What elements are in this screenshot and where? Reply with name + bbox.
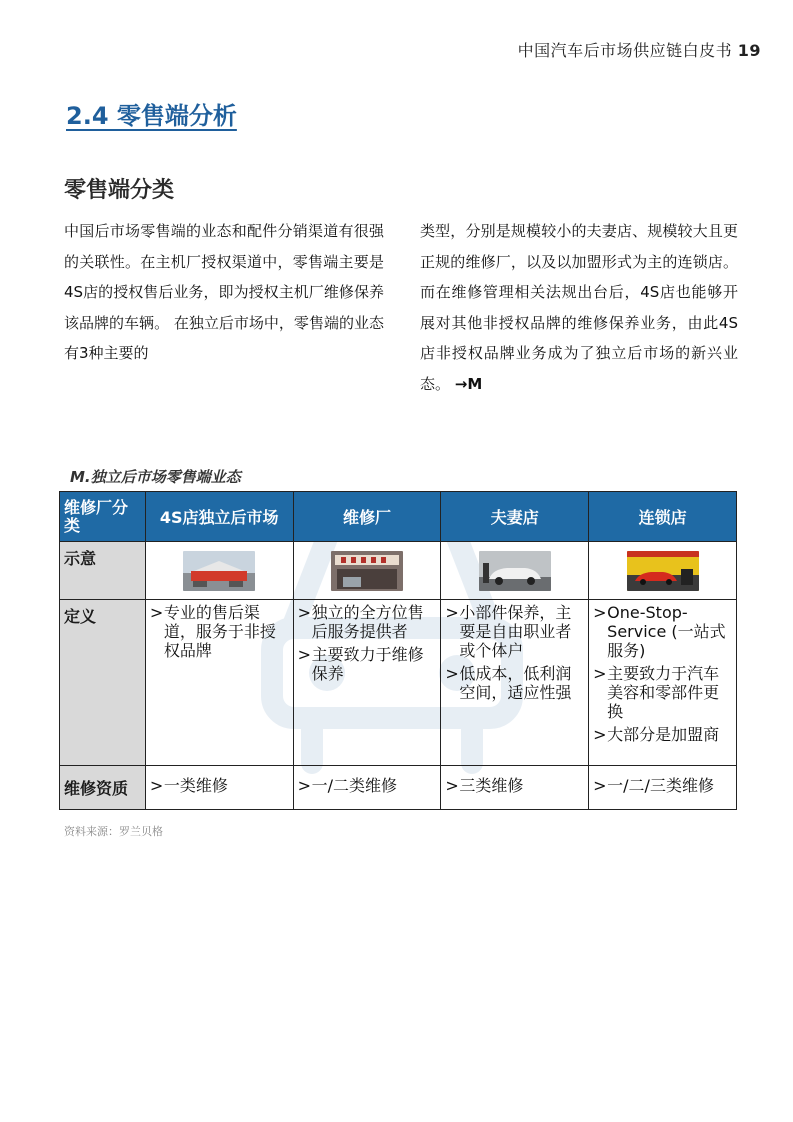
- body-left-text: 中国后市场零售端的业态和配件分销渠道有很强的关联性。在主机厂授权渠道中，零售端主要是4S店的授权售后业务，即为授权主机厂维修保养该品牌的车辆。 在独立后市场中，零售端的业态有3种主要的: [64, 222, 384, 362]
- qualification-item: [150, 776, 289, 795]
- running-header-title: 中国汽车后市场供应链白皮书: [517, 41, 733, 60]
- definition-cell-4s: [145, 600, 293, 766]
- table-row-illustration: [60, 542, 737, 600]
- definition-item: [445, 664, 584, 702]
- column-header-family-shop: 夫妻店: [441, 492, 589, 542]
- bullet-marker: >: [297, 776, 311, 795]
- retail-format-table: [59, 491, 737, 810]
- column-header-chain-store: 连锁店: [589, 492, 737, 542]
- bullet-marker: >: [593, 603, 607, 622]
- definition-text: 小部件保养，主要是自由职业者或个体户: [459, 603, 572, 660]
- qualification-item: [445, 776, 584, 795]
- table-header-row: [60, 492, 737, 542]
- table-row-qualification: [60, 766, 737, 810]
- bullet-marker: >: [149, 603, 164, 622]
- figure-reference: →M: [454, 374, 483, 393]
- definition-item: [298, 645, 437, 683]
- qualification-text: 一类维修: [163, 776, 228, 795]
- subsection-heading: 零售端分类: [64, 178, 175, 203]
- qualification-text: 一/二/三类维修: [607, 776, 714, 795]
- illustration-cell-repair-shop: [293, 542, 441, 600]
- definition-item: [593, 664, 732, 721]
- definition-text: One-Stop-Service (一站式服务): [607, 603, 726, 660]
- row-header-illustration: 示意: [60, 542, 146, 600]
- bullet-marker: >: [297, 645, 311, 664]
- row-header-qualification: 维修资质: [60, 766, 146, 810]
- table-caption: M.独立后市场零售端业态: [70, 468, 241, 486]
- definition-cell-family-shop: [441, 600, 589, 766]
- bullet-marker: >: [593, 664, 607, 683]
- bullet-marker: >: [593, 776, 607, 795]
- illustration-cell-family-shop: [441, 542, 589, 600]
- table-corner-header: 维修厂分类: [60, 492, 146, 542]
- definition-item: [298, 603, 437, 641]
- 4s-store-photo: [183, 551, 255, 591]
- bullet-marker: >: [445, 603, 459, 622]
- definition-cell-chain-store: [589, 600, 737, 766]
- bullet-marker: >: [445, 664, 459, 683]
- definition-text: 主要致力于维修保养: [311, 645, 424, 683]
- body-text-left: [64, 216, 384, 369]
- body-text-right: [420, 216, 738, 399]
- qualification-cell-4s: [145, 766, 293, 810]
- table-row-definition: [60, 600, 737, 766]
- qualification-cell-chain-store: [589, 766, 737, 810]
- qualification-item: [298, 776, 437, 795]
- definition-text: 大部分是加盟商: [607, 725, 720, 744]
- family-shop-photo: [479, 551, 551, 591]
- repair-shop-photo: [331, 551, 403, 591]
- column-header-4s: 4S店独立后市场: [145, 492, 293, 542]
- bullet-marker: >: [445, 776, 459, 795]
- definition-item: [150, 603, 289, 660]
- qualification-cell-repair-shop: [293, 766, 441, 810]
- page-number: 19: [737, 41, 761, 60]
- source-note: 资料来源：罗兰贝格: [64, 825, 163, 838]
- running-header: [518, 38, 761, 61]
- bullet-marker: >: [297, 603, 311, 622]
- bullet-marker: >: [149, 776, 164, 795]
- bullet-marker: >: [593, 725, 607, 744]
- qualification-item: [593, 776, 732, 795]
- definition-text: 专业的售后渠道，服务于非授权品牌: [163, 603, 276, 660]
- section-heading: 2.4 零售端分析: [66, 102, 237, 130]
- illustration-cell-4s: [145, 542, 293, 600]
- definition-item: [593, 603, 732, 660]
- definition-item: [445, 603, 584, 660]
- definition-text: 低成本，低利润空间，适应性强: [459, 664, 572, 702]
- column-header-repair-shop: 维修厂: [293, 492, 441, 542]
- qualification-text: 一/二类维修: [311, 776, 397, 795]
- qualification-text: 三类维修: [459, 776, 524, 795]
- definition-item: [593, 725, 732, 744]
- row-header-definition: 定义: [60, 600, 146, 766]
- definition-text: 主要致力于汽车美容和零部件更换: [607, 664, 720, 721]
- body-right-text: 类型，分别是规模较小的夫妻店、规模较大且更正规的维修厂，以及以加盟形式为主的连锁店。而在维修管理相关法规出台后，4S店也能够开展对其他非授权品牌的维修保养业务，由此4S店非授权品牌业务成为了独立后市场的新兴业态。: [420, 222, 738, 393]
- illustration-cell-chain-store: [589, 542, 737, 600]
- qualification-cell-family-shop: [441, 766, 589, 810]
- chain-store-photo: [627, 551, 699, 591]
- definition-text: 独立的全方位售后服务提供者: [311, 603, 424, 641]
- definition-cell-repair-shop: [293, 600, 441, 766]
